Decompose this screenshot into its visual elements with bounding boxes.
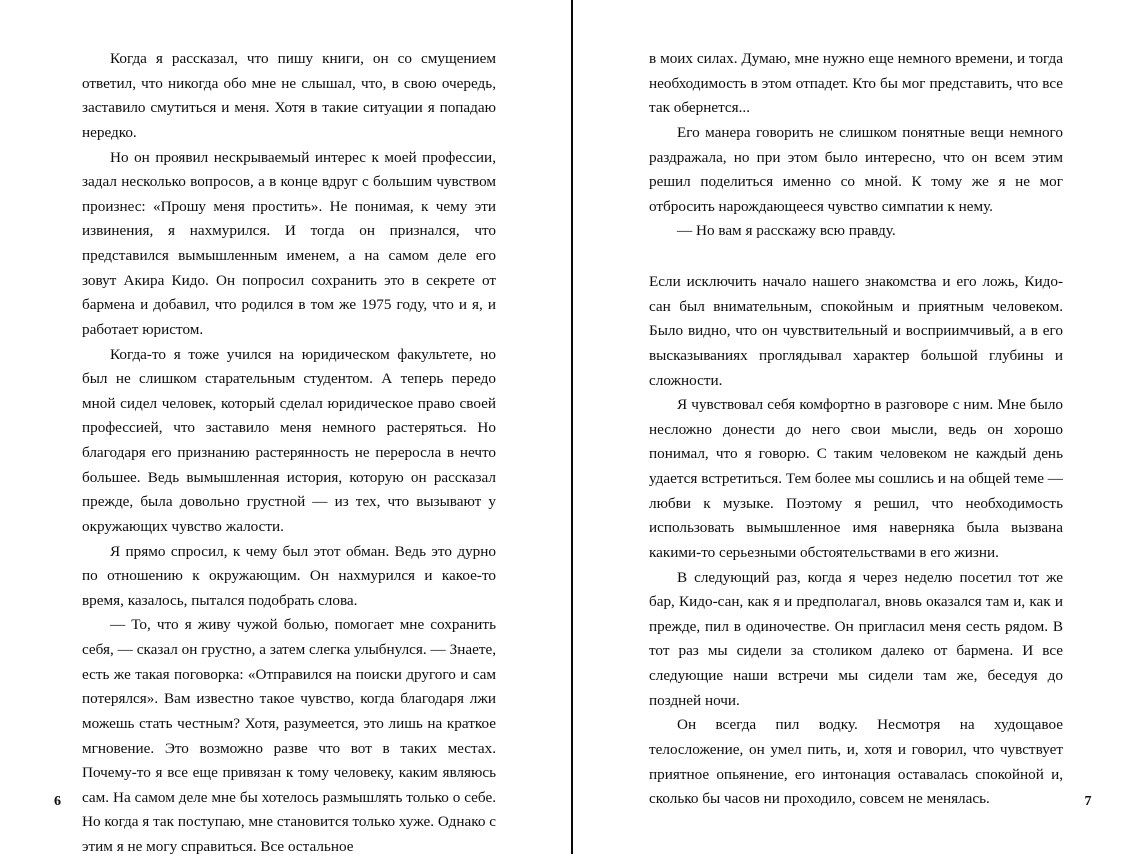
paragraph: Если исключить начало нашего знакомства и его ложь, Кидо-сан был внимательным, спокойным и приятным человеком. Было видно, что он чувствительный и восприимчивый, а в его высказываниях проглядывал характер большой глубины и сложности.	[649, 273, 1063, 389]
paragraph: В следующий раз, когда я через неделю посетил тот же бар, Кидо-сан, как я и предполагал, вновь оказался там и, как и прежде, пил в одиночестве. Он пригласил меня сесть рядом. В тот раз мы сидели за столиком далеко от бармена. И все следующие наши встречи мы сидели там же, беседуя до поздней ночи.	[649, 568, 1063, 709]
paragraph: Когда я рассказал, что пишу книги, он со смущением ответил, что никогда обо мне не слышал, что, в свою очередь, заставило смутиться и меня. Хотя в такие ситуации я попадаю нередко.	[82, 50, 496, 141]
page-left	[0, 0, 573, 854]
paragraph: — Но вам я расскажу всю правду.	[677, 222, 896, 240]
paragraph: — То, что я живу чужой болью, помогает мне сохранить себя, — сказал он грустно, а затем слегка улыбнулся. — Знаете, есть же такая поговорка: «Отправился на поиски другого и сам потерялся». Вам известно такое чувство, когда благодаря лжи можешь стать честным? Хотя, разумеется, это лишь на краткое мгновение. Это возможно разве что вот в таких местах. Почему-то я все еще привязан к тому человеку, каким являюсь сам. На самом деле мне бы хотелось размышлять только о себе. Но когда я так поступаю, мне становится только хуже. Однако с этим я не могу справиться. Все остальное	[82, 616, 496, 855]
paragraph: Он всегда пил водку. Несмотря на худощавое телосложение, он умел пить, и, хотя и говорил, что чувствует приятное опьянение, его интонация оставалась спокойной и, сколько бы часов ни проходило, совсем не менялась.	[649, 716, 1063, 808]
page-number-left: 6	[54, 794, 62, 809]
page-number-right: 7	[1084, 794, 1092, 809]
paragraph: Я прямо спросил, к чему был этот обман. Ведь это дурно по отношению к окружающим. Он нахмурился и какое-то время, казалось, пытался подобрать слова.	[82, 542, 496, 609]
paragraph: Его манера говорить не слишком понятные вещи немного раздражала, но при этом было интересно, что он всем этим решил поделиться именно со мной. К тому же я не мог отбросить нарождающееся чувство симпатии к нему.	[649, 123, 1063, 215]
paragraph: Но он проявил нескрываемый интерес к моей профессии, задал несколько вопросов, а в конце вдруг с большим чувством произнес: «Прошу меня простить». Не понимая, к чему эти извинения, я нахмурился. И тогда он признался, что представился вымышленным именем, а на самом деле его зовут Акира Кидо. Он попросил сохранить это в секрете от бармена и добавил, что родился в том же 1975 году, что и я, и работает юристом.	[82, 148, 496, 338]
page-right	[573, 0, 1146, 854]
paragraph: Когда-то я тоже учился на юридическом факультете, но был не слишком старательным студентом. А теперь передо мной сидел человек, который сделал юридическое право своей профессией, что заставило меня немного растеряться. Но благодаря его признанию растерянность не переросла в нечто большее. Ведь вымышленная история, которую он рассказал прежде, была довольно грустной — из тех, что вызывают у окружающих чувство жалости.	[82, 345, 496, 535]
left-page-text-column	[82, 47, 496, 860]
right-page-text-column	[649, 47, 1063, 812]
paragraph: в моих силах. Думаю, мне нужно еще немного времени, и тогда необходимость в этом отпадет. Кто бы мог представить, что все так обернется...	[649, 50, 1063, 117]
paragraph: Я чувствовал себя комфортно в разговоре с ним. Мне было несложно донести до него свои мысли, ведь он хорошо понимал, что я говорю. С таким человеком не каждый день удается встретиться. Тем более мы сошлись и на общей теме — любви к музыке. Поэтому я решил, что необходимость использовать вымышленное имя наверняка была вызвана какими-то серьезными обстоятельствами в его жизни.	[649, 396, 1063, 561]
